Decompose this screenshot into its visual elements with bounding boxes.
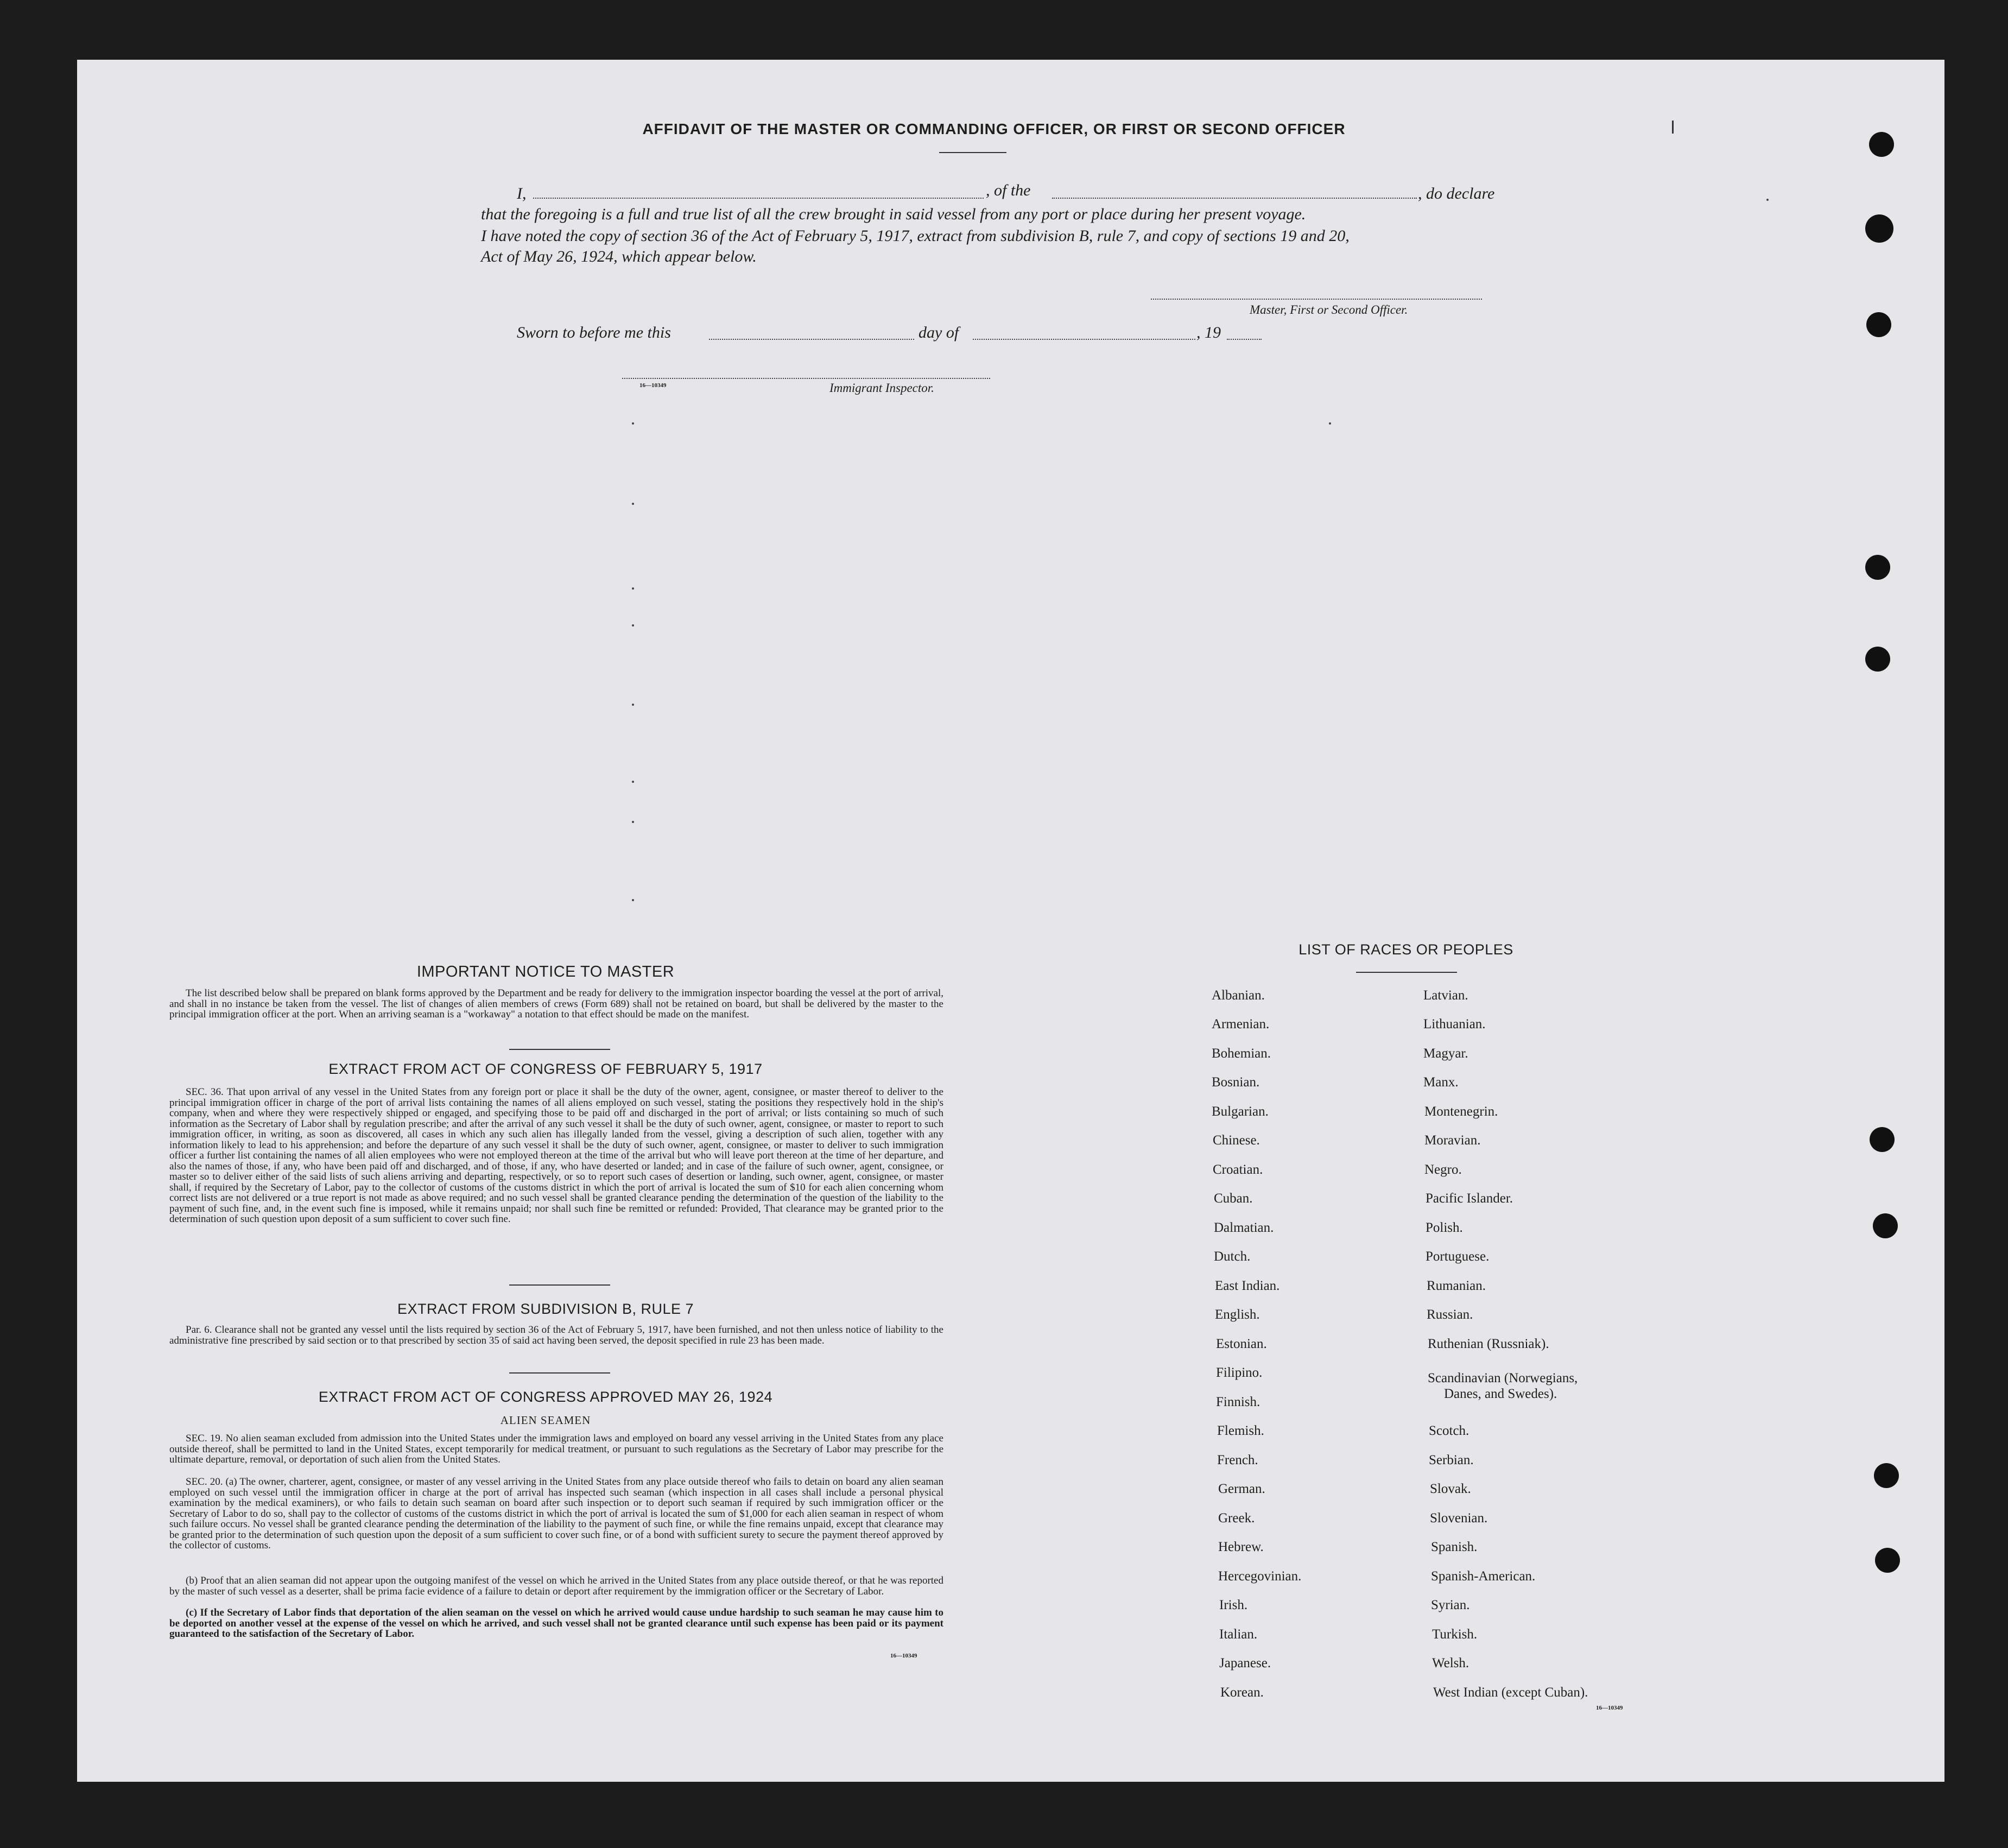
margin-mark xyxy=(632,503,634,505)
race-item: French. xyxy=(1217,1453,1258,1467)
race-item: Italian. xyxy=(1219,1627,1258,1642)
title-divider xyxy=(939,152,1006,153)
form-number: 16—10349 xyxy=(639,382,667,389)
extract-1917-body: SEC. 36. That upon arrival of any vessel in the United States from any foreign port or place it shall be the duty of the owner, agent, consignee, or master thereof to deliver to the principal immigration officer in charge of the port of arrival lists containing the names of all aliens employed on such vessel, stating the positions they respectively hold in the ship's company, when and where they were respectively shipped or engaged, and specifying those to be paid off and discharged in the port of arrival; or lists containing so much of such information as the Secretary of Labor shall by regulation prescribe; and after the arrival of any such vessel it shall be the duty of such owner, agent, consignee, or master to report to such immigration officer, in writing, as soon as discovered, all cases in which any such alien has illegally landed from the vessel, giving a description of such alien, together with any information likely to lead to his apprehension; and before the departure of any such vessel it shall be the duty of such owner, agent, consignee, or master to deliver to such immigration officer a further list containing the names of all alien employees who were not employed thereon at the time of the arrival but who will leave port thereon at the time of her departure, and also the names of those, if any, who have been paid off and discharged, and of those, if any, who have deserted or landed; and in case of the failure of such owner, agent, consignee, or master so to deliver either of the said lists of such aliens arriving and departing, respectively, or so to report such cases of desertion or landing, such owner, agent, consignee, or master shall, if required by the Secretary of Labor, pay to the collector of customs of the customs district in which the port of arrival is located the sum of $10 for each alien concerning whom correct lists are not delivered or a true report is not made as above required; and no such vessel shall be granted clearance pending the determination of the question of the liability to the payment of such fine, and, in the event such fine is imposed, while it remains unpaid; nor shall such fine be remitted or refunded: Provided, That clearance may be granted prior to the determination of such question upon deposit of a sum sufficient to cover such fine. xyxy=(169,1086,943,1225)
margin-tick xyxy=(1672,121,1674,134)
race-item: German. xyxy=(1218,1482,1265,1496)
day-of-label: day of xyxy=(919,324,959,341)
race-item: Croatian. xyxy=(1213,1162,1263,1177)
master-signature-label: Master, First or Second Officer. xyxy=(1250,303,1408,317)
race-item: Flemish. xyxy=(1217,1423,1264,1438)
race-item: Moravian. xyxy=(1424,1133,1481,1148)
race-item: Ruthenian (Russniak). xyxy=(1428,1337,1549,1351)
punch-hole xyxy=(1865,647,1890,672)
race-item: Scandinavian (Norwegians, xyxy=(1428,1371,1578,1385)
alien-seamen-subtitle: ALIEN SEAMEN xyxy=(500,1414,591,1427)
race-item: Montenegrin. xyxy=(1424,1104,1498,1119)
race-item: Serbian. xyxy=(1429,1453,1474,1467)
vessel-name-field[interactable] xyxy=(1052,198,1417,199)
punch-hole xyxy=(1869,132,1894,157)
race-item: Finnish. xyxy=(1216,1395,1260,1409)
extract-1924-title: EXTRACT FROM ACT OF CONGRESS APPROVED MAY 26, 1924 xyxy=(318,1389,773,1405)
punch-hole xyxy=(1865,214,1893,243)
sworn-day-field[interactable] xyxy=(709,339,914,340)
race-item: Syrian. xyxy=(1431,1598,1470,1612)
margin-mark xyxy=(632,781,634,783)
affidavit-line-3: I have noted the copy of section 36 of the Act of February 5, 1917, extract from subdivision B, rule 7, and copy of sections 19 and 20, xyxy=(481,227,1350,245)
race-item: Hercegovinian. xyxy=(1218,1569,1302,1584)
punch-hole xyxy=(1873,1213,1898,1238)
race-item: Hebrew. xyxy=(1218,1540,1264,1554)
affiant-name-field[interactable] xyxy=(533,198,984,199)
affidavit-of-label: , of the xyxy=(986,181,1031,199)
notice-title: IMPORTANT NOTICE TO MASTER xyxy=(416,963,675,980)
race-item: Filipino. xyxy=(1216,1365,1263,1380)
race-item: Bulgarian. xyxy=(1212,1104,1269,1119)
margin-mark xyxy=(1766,199,1769,201)
race-item: Cuban. xyxy=(1214,1191,1253,1206)
sworn-month-field[interactable] xyxy=(973,339,1195,340)
race-item: Dutch. xyxy=(1214,1249,1251,1264)
sworn-label: Sworn to before me this xyxy=(517,324,671,341)
race-item: Greek. xyxy=(1218,1511,1255,1526)
race-item: West Indian (except Cuban). xyxy=(1433,1685,1588,1700)
margin-mark xyxy=(632,624,634,626)
margin-mark xyxy=(632,704,634,706)
sworn-year-field[interactable] xyxy=(1227,339,1262,340)
race-item: Polish. xyxy=(1426,1220,1463,1235)
race-item: Armenian. xyxy=(1212,1017,1270,1031)
race-item: English. xyxy=(1215,1307,1260,1322)
affidavit-line-4: Act of May 26, 1924, which appear below. xyxy=(481,248,757,265)
race-item: Slovenian. xyxy=(1430,1511,1488,1526)
section-divider xyxy=(509,1372,610,1374)
margin-mark xyxy=(632,821,634,823)
race-item: Korean. xyxy=(1220,1685,1264,1700)
race-item: Japanese. xyxy=(1219,1656,1271,1670)
section-divider xyxy=(509,1284,610,1286)
sec-20b-text: (b) Proof that an alien seaman did not appear upon the outgoing manifest of the vessel on which he arrived in the United States from any place outside thereof, or that he was reported by the master of such vessel as a deserter, shall be prima facie evidence of a failure to detain or deport after requirement by the immigration officer or the Secretary of Labor. xyxy=(169,1575,943,1597)
extract-1917-title: EXTRACT FROM ACT OF CONGRESS OF FEBRUARY 5, 1917 xyxy=(328,1061,763,1077)
race-item: Latvian. xyxy=(1423,988,1468,1003)
sec-20a-text: SEC. 20. (a) The owner, charterer, agent, consignee, or master of any vessel arriving in the United States from any place outside thereof who fails to detain on board any alien seaman employed on such vessel until the immigration officer in charge at the port of arrival has inspected such seaman (which inspection in all cases shall include a personal physical examination by the medical examiners), or who fails to detain such seaman on board after such inspection or to deport such seaman if required by such immigration officer or the Secretary of Labor to do so, shall pay to the collector of customs of the customs district in which the port of arrival is located the sum of $1,000 for each alien seaman in respect of whom such failure occurs. No vessel shall be granted clearance pending the determination of the liability to the payment of such fine, or while the fine remains unpaid, except that clearance may be granted prior to the determination of such question upon the deposit of a sum sufficient to cover such fine, or of a bond with sufficient surety to secure the payment thereof approved by the collector of customs. xyxy=(169,1476,943,1551)
affidavit-declare-label: , do declare xyxy=(1418,185,1495,202)
race-item: Estonian. xyxy=(1216,1337,1267,1351)
race-item-continuation: Danes, and Swedes). xyxy=(1444,1387,1557,1401)
race-item: Scotch. xyxy=(1429,1423,1469,1438)
race-item: Russian. xyxy=(1427,1307,1473,1322)
section-divider xyxy=(509,1049,610,1050)
master-signature-field[interactable] xyxy=(1151,299,1482,300)
inspector-signature-field[interactable] xyxy=(622,378,990,379)
race-item: Spanish-American. xyxy=(1431,1569,1536,1584)
race-item: Welsh. xyxy=(1432,1656,1469,1670)
notice-body: The list described below shall be prepared on blank forms approved by the Department and be ready for delivery to the immigration inspector boarding the vessel at the port of arrival, and shall in no instance be taken from the vessel. The list of changes of alien members of crews (Form 689) shall not be retained on board, but shall be delivered by the master to the principal immigration officer at the port. When an arriving seaman is a "workaway" a notation to that effect should be made on the manifest. xyxy=(169,988,943,1020)
race-item: East Indian. xyxy=(1215,1279,1280,1293)
race-item: Lithuanian. xyxy=(1423,1017,1486,1031)
punch-hole xyxy=(1865,555,1890,580)
races-title: LIST OF RACES OR PEOPLES xyxy=(1298,941,1513,958)
margin-mark xyxy=(632,899,634,901)
race-item: Magyar. xyxy=(1423,1046,1468,1061)
race-item: Bohemian. xyxy=(1212,1046,1271,1061)
race-item: Negro. xyxy=(1424,1162,1462,1177)
form-number: 16—10349 xyxy=(1596,1705,1623,1711)
race-item: Rumanian. xyxy=(1427,1279,1486,1293)
race-item: Albanian. xyxy=(1212,988,1265,1003)
race-item: Bosnian. xyxy=(1212,1075,1260,1090)
affidavit-title: AFFIDAVIT OF THE MASTER OR COMMANDING OFFICER, OR FIRST OR SECOND OFFICER xyxy=(642,121,1346,137)
affidavit-i-label: I, xyxy=(517,185,527,202)
race-item: Spanish. xyxy=(1431,1540,1478,1554)
rule7-title: EXTRACT FROM SUBDIVISION B, RULE 7 xyxy=(397,1301,694,1317)
form-number: 16—10349 xyxy=(890,1653,917,1659)
punch-hole xyxy=(1870,1127,1895,1152)
race-item: Pacific Islander. xyxy=(1426,1191,1513,1206)
race-item: Slovak. xyxy=(1430,1482,1471,1496)
race-item: Portuguese. xyxy=(1426,1249,1490,1264)
punch-hole xyxy=(1875,1548,1900,1573)
year-label: , 19 xyxy=(1196,324,1221,341)
margin-mark xyxy=(632,422,634,425)
sec-19-text: SEC. 19. No alien seaman excluded from admission into the United States under the immigration laws and employed on board any vessel arriving in the United States from any place outside thereof, shall be permitted to land in the United States, except temporarily for medical treatment, or pursuant to such regulations as the Secretary of Labor may prescribe for the ultimate departure, removal, or deportation of such alien from the United States. xyxy=(169,1433,943,1465)
rule7-body: Par. 6. Clearance shall not be granted any vessel until the lists required by section 36 of the Act of February 5, 1917, have been furnished, and not then unless notice of liability to the administrative fine prescribed by said section or to that prescribed by section 35 of said act having been served, the deposit specified in rule 23 has been made. xyxy=(169,1324,943,1346)
race-item: Manx. xyxy=(1423,1075,1459,1090)
margin-mark xyxy=(1329,422,1331,425)
race-item: Dalmatian. xyxy=(1214,1220,1274,1235)
affidavit-line-2: that the foregoing is a full and true list of all the crew brought in said vessel from any port or place during her present voyage. xyxy=(481,205,1306,223)
race-item: Turkish. xyxy=(1432,1627,1478,1642)
races-divider xyxy=(1356,972,1457,973)
race-item: Irish. xyxy=(1219,1598,1248,1612)
inspector-signature-label: Immigrant Inspector. xyxy=(829,381,934,395)
punch-hole xyxy=(1866,312,1891,337)
margin-mark xyxy=(632,587,634,590)
punch-hole xyxy=(1874,1463,1899,1488)
race-item: Chinese. xyxy=(1213,1133,1260,1148)
sec-20c-text: (c) If the Secretary of Labor finds that deportation of the alien seaman on the vessel on which he arrived would cause undue hardship to such seaman he may cause him to be deported on another vessel at the expense of the vessel on which he arrived, and such vessel shall not be granted clearance until such expense has been paid or its payment guaranteed to the satisfaction of the Secretary of Labor. xyxy=(169,1607,943,1640)
